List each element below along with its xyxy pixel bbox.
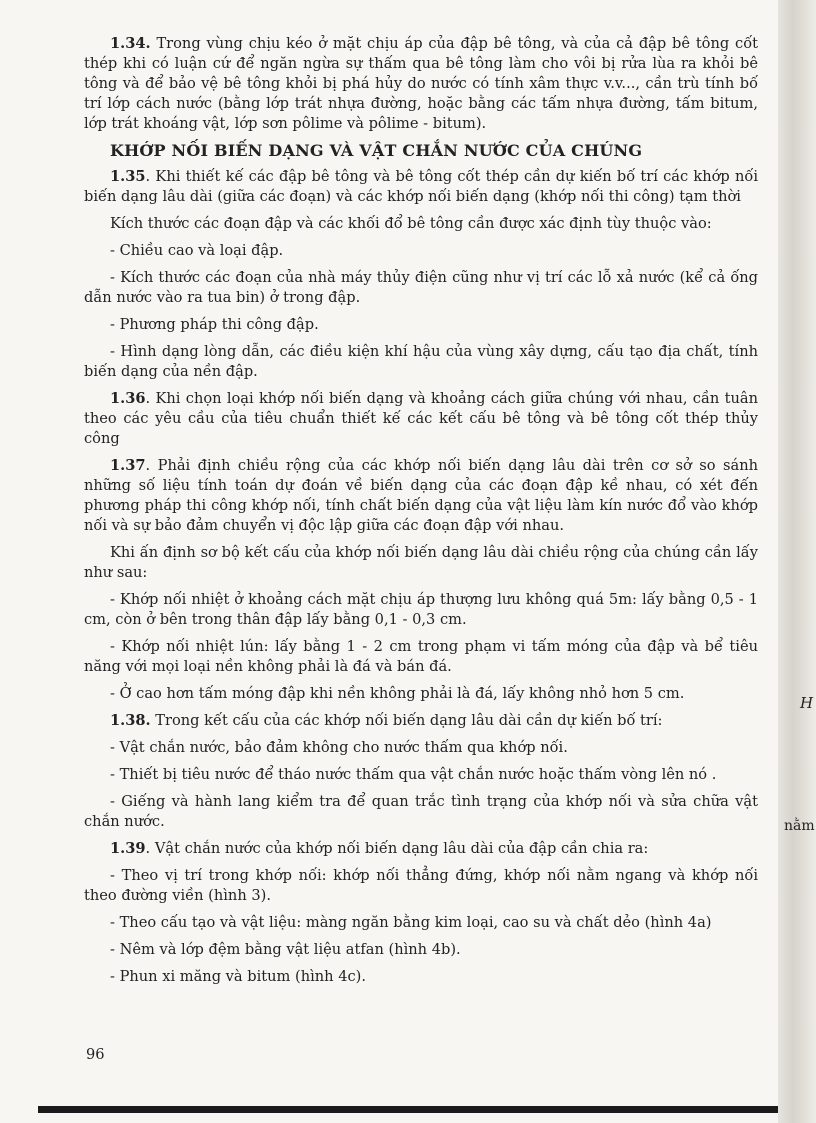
clause-number: 1.34. bbox=[110, 35, 151, 52]
paragraph-1-35: 1.35. Khi thiết kế các đập bê tông và bê tông cốt thép cần dự kiến bố trí các khớp nối biến dạng lâu dài (giữa các đoạn) và các khớp nối biến dạng (khớp nối thi công) tạm thời bbox=[84, 168, 758, 205]
list-item: - Nêm và lớp đệm bằng vật liệu atfan (hình 4b). bbox=[110, 941, 461, 958]
clause-number: 1.37 bbox=[110, 457, 146, 474]
list-item: - Ở cao hơn tấm móng đập khi nền không phải là đá, lấy không nhỏ hơn 5 cm. bbox=[110, 685, 685, 702]
paragraph: Kích thước các đoạn đập và các khối đổ bê tông cần được xác định tùy thuộc vào: bbox=[110, 215, 712, 232]
list-item: - Khớp nối nhiệt ở khoảng cách mặt chịu áp thượng lưu không quá 5m: lấy bằng 0,5 - 1 cm, còn ở bên trong thân đập lấy bằng 0,1 - 0,3 cm. bbox=[84, 591, 758, 628]
section-heading: KHỚP NỐI BIẾN DẠNG VÀ VẬT CHẮN NƯỚC CỦA CHÚNG bbox=[110, 141, 643, 160]
paragraph-1-39: 1.39. Vật chắn nước của khớp nối biến dạng lâu dài của đập cần chia ra: bbox=[110, 840, 649, 857]
clause-number: 1.35 bbox=[110, 168, 146, 185]
list-item: - Phương pháp thi công đập. bbox=[110, 316, 319, 333]
list-item: - Theo vị trí trong khớp nối: khớp nối thẳng đứng, khớp nối nằm ngang và khớp nối theo đường viền (hình 3). bbox=[84, 867, 758, 904]
list-item: - Thiết bị tiêu nước để tháo nước thấm qua vật chắn nước hoặc thấm vòng lên nó . bbox=[110, 766, 717, 783]
list-item: - Hình dạng lòng dẫn, các điều kiện khí hậu của vùng xây dựng, cấu tạo địa chất, tính biến dạng của nền đập. bbox=[84, 343, 758, 380]
list-item: - Chiều cao và loại đập. bbox=[110, 242, 284, 259]
paragraph: Khi ấn định sơ bộ kết cấu của khớp nối biến dạng lâu dài chiều rộng của chúng cần lấy như sau: bbox=[84, 544, 758, 581]
list-item: - Giếng và hành lang kiểm tra để quan trắc tình trạng của khớp nối và sửa chữa vật chắn nước. bbox=[84, 793, 758, 830]
clause-number: 1.38. bbox=[110, 712, 151, 729]
list-item: - Phun xi măng và bitum (hình 4c). bbox=[110, 968, 367, 985]
list-item: - Vật chắn nước, bảo đảm không cho nước thấm qua khớp nối. bbox=[110, 739, 568, 756]
margin-note-letter: H bbox=[800, 694, 814, 712]
list-item: - Theo cấu tạo và vật liệu: màng ngăn bằng kim loại, cao su và chất dẻo (hình 4a) bbox=[110, 914, 712, 931]
paragraph-1-38: 1.38. Trong kết cấu của các khớp nối biến dạng lâu dài cần dự kiến bố trí: bbox=[110, 712, 663, 729]
paragraph-1-34: 1.34. Trong vùng chịu kéo ở mặt chịu áp của đập bê tông, và của cả đập bê tông cốt thép khi có luận cứ để ngăn ngừa sự thấm qua bê tông làm cho vôi bị rửa lùa ra khỏi bê tông và để bảo vệ bê tông khỏi bị phá hủy do nước có tính xâm thực v.v..., cần trù tính bố trí lớp cách nước (bằng lớp trát nhựa đường, hoặc bằng các tấm nhựa đường, tấm bitum, lớp trát khoáng vật, lớp sơn pôlime và pôlime - bitum). bbox=[84, 35, 758, 132]
book-spine-edge bbox=[778, 0, 816, 1123]
paragraph-1-36: 1.36. Khi chọn loại khớp nối biến dạng và khoảng cách giữa chúng với nhau, cần tuân theo các yêu cầu của tiêu chuẩn thiết kế các kết cấu bê tông và bê tông cốt thép thủy công bbox=[84, 390, 758, 447]
list-item: - Khớp nối nhiệt lún: lấy bằng 1 - 2 cm trong phạm vi tấm móng của đập và bể tiêu năng với mọi loại nền không phải là đá và bán đá. bbox=[84, 638, 758, 675]
clause-number: 1.39 bbox=[110, 840, 146, 857]
paragraph-1-37: 1.37. Phải định chiều rộng của các khớp nối biến dạng lâu dài trên cơ sở so sánh những số liệu tính toán dự đoán về biến dạng của các đoạn đập kề nhau, có xét đến phương pháp thi công khớp nối, tính chất biến dạng của vật liệu làm kín nước đổ vào khớp nối và sự bảo đảm chuyển vị độc lập giữa các đoạn đập với nhau. bbox=[84, 457, 758, 534]
margin-note-word: nằm bbox=[784, 818, 815, 834]
bottom-rule bbox=[38, 1106, 778, 1113]
text-body bbox=[84, 34, 758, 994]
page-number: 96 bbox=[86, 1046, 105, 1063]
clause-number: 1.36 bbox=[110, 390, 146, 407]
list-item: - Kích thước các đoạn của nhà máy thủy điện cũng như vị trí các lỗ xả nước (kể cả ống dẫn nước vào ra tua bin) ở trong đập. bbox=[84, 269, 758, 306]
